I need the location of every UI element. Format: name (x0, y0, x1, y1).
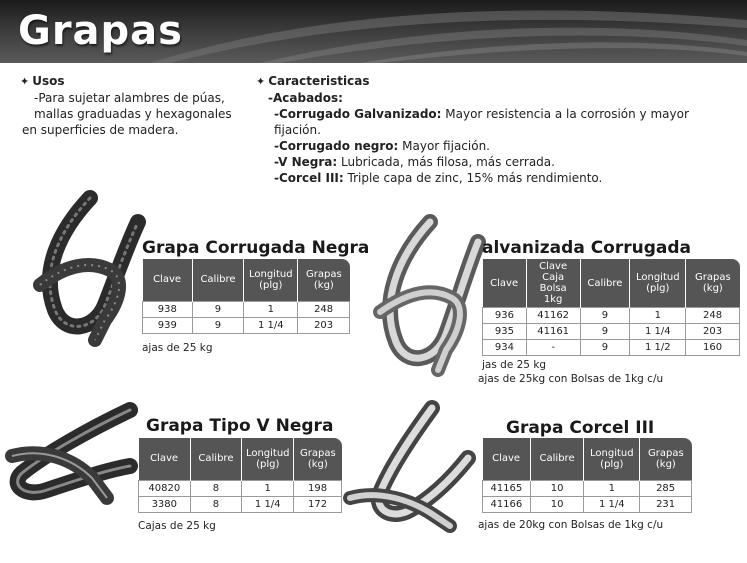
table-cell: 198 (294, 480, 342, 496)
table-cell: 9 (580, 308, 630, 324)
table-cell: 41162 (526, 308, 580, 324)
table-cell: 938 (143, 301, 193, 317)
column-header: Grapas (kg) (640, 438, 692, 480)
table-row (139, 496, 342, 512)
table-cell: 248 (686, 308, 740, 324)
acabado-item (256, 154, 736, 170)
table-cell: 203 (298, 317, 350, 333)
column-header: Longitud (plg) (584, 438, 640, 480)
acabado-item (256, 106, 736, 138)
table-cell: 248 (298, 301, 350, 317)
table-cell: 9 (580, 340, 630, 356)
acabado-label: -Corcel III: (274, 171, 344, 185)
column-header: Clave (483, 438, 531, 480)
table-row (139, 480, 342, 496)
table-cell: 8 (190, 496, 242, 512)
galvanizada-note: jas de 25 kg (482, 359, 547, 371)
table-cell: 203 (686, 324, 740, 340)
galvanizada-table (482, 259, 740, 356)
table-cell: 10 (530, 480, 584, 496)
column-header: Clave (143, 259, 193, 301)
table-cell: 41165 (483, 480, 531, 496)
table-cell: 1 (630, 308, 686, 324)
table-cell: 9 (192, 301, 244, 317)
acabado-label: -Corrugado Galvanizado: (274, 107, 442, 121)
table-header-row (483, 438, 692, 480)
corcel-note: ajas de 20kg con Bolsas de 1kg c/u (478, 519, 664, 531)
acabado-item (256, 170, 736, 186)
caracteristicas-heading-text: Caracteristicas (268, 74, 370, 88)
table-cell: 1 1/4 (630, 324, 686, 340)
column-header: Grapas (kg) (686, 259, 740, 308)
table-row (483, 480, 692, 496)
column-header: Calibre (530, 438, 584, 480)
table-cell: 1 1/2 (630, 340, 686, 356)
usos-section (20, 73, 240, 138)
galvanizada-title: alvanizada Corrugada (482, 238, 692, 258)
corrugada-negra-table (142, 259, 350, 334)
page-title: Grapas (18, 8, 183, 54)
star-bullet-icon: ✦ (20, 75, 30, 88)
acabado-item (256, 138, 736, 154)
column-header: Calibre (190, 438, 242, 480)
corcel-title: Grapa Corcel III (506, 418, 655, 438)
table-header-row (483, 259, 740, 308)
acabado-text: Mayor resistencia a la corrosión y mayor fijación. (274, 107, 689, 137)
table-row (143, 317, 350, 333)
table-cell: - (526, 340, 580, 356)
table-cell: 3380 (139, 496, 191, 512)
table-cell: 9 (192, 317, 244, 333)
column-header: Grapas (kg) (294, 438, 342, 480)
table-cell: 936 (483, 308, 527, 324)
table-cell: 935 (483, 324, 527, 340)
tipo-v-staple-image (2, 398, 142, 508)
galvanizada-note: ajas de 25kg con Bolsas de 1kg c/u (478, 373, 664, 385)
caracteristicas-heading (256, 73, 736, 90)
column-header: Clave (139, 438, 191, 480)
corrugada-negra-title: Grapa Corrugada Negra (142, 238, 370, 258)
usos-line: mallas graduadas y hexagonales (34, 107, 232, 121)
table-cell: 934 (483, 340, 527, 356)
table-cell: 231 (640, 496, 692, 512)
table-row (483, 496, 692, 512)
acabado-label: -V Negra: (274, 155, 338, 169)
table-cell: 8 (190, 480, 242, 496)
table-cell: 10 (530, 496, 584, 512)
table-row (483, 324, 740, 340)
caracteristicas-section (256, 73, 736, 186)
table-cell: 1 1/4 (242, 496, 294, 512)
table-cell: 1 (244, 301, 298, 317)
table-cell: 9 (580, 324, 630, 340)
table-cell: 40820 (139, 480, 191, 496)
table-cell: 41166 (483, 496, 531, 512)
table-cell: 1 (242, 480, 294, 496)
usos-heading-text: Usos (32, 74, 65, 88)
usos-heading (20, 73, 240, 90)
corcel-staple-image (340, 398, 480, 538)
acabado-text: Triple capa de zinc, 15% más rendimiento. (343, 171, 603, 185)
column-header: Grapas (kg) (298, 259, 350, 301)
table-cell: 1 1/4 (584, 496, 640, 512)
galvanizada-staple-image (368, 212, 488, 377)
table-cell: 939 (143, 317, 193, 333)
table-header-row (143, 259, 350, 301)
tipo-v-table (138, 438, 342, 513)
corcel-table (482, 438, 692, 513)
header-banner (0, 0, 747, 63)
tipo-v-title: Grapa Tipo V Negra (146, 416, 334, 436)
table-cell: 172 (294, 496, 342, 512)
table-row (483, 340, 740, 356)
usos-line: en superficies de madera. (22, 123, 179, 137)
column-header: Longitud (plg) (242, 438, 294, 480)
table-row (143, 301, 350, 317)
acabado-label: -Corrugado negro: (274, 139, 399, 153)
acabado-text: Mayor fijación. (398, 139, 490, 153)
column-header: Clave (483, 259, 527, 308)
table-row (483, 308, 740, 324)
column-header: Clave Caja Bolsa 1kg (526, 259, 580, 308)
table-cell: 285 (640, 480, 692, 496)
column-header: Calibre (580, 259, 630, 308)
table-cell: 41161 (526, 324, 580, 340)
table-cell: 1 1/4 (244, 317, 298, 333)
column-header: Longitud (plg) (244, 259, 298, 301)
corrugada-negra-note: ajas de 25 kg (142, 342, 213, 354)
table-cell: 160 (686, 340, 740, 356)
star-bullet-icon: ✦ (256, 75, 266, 88)
column-header: Calibre (192, 259, 244, 301)
usos-line: -Para sujetar alambres de púas, (34, 91, 225, 105)
table-cell: 1 (584, 480, 640, 496)
tipo-v-note: Cajas de 25 kg (138, 520, 216, 532)
acabado-text: Lubricada, más filosa, más cerrada. (337, 155, 555, 169)
table-header-row (139, 438, 342, 480)
column-header: Longitud (plg) (630, 259, 686, 308)
acabados-label: -Acabados: (268, 91, 343, 105)
corrugada-negra-staple-image (20, 190, 150, 350)
